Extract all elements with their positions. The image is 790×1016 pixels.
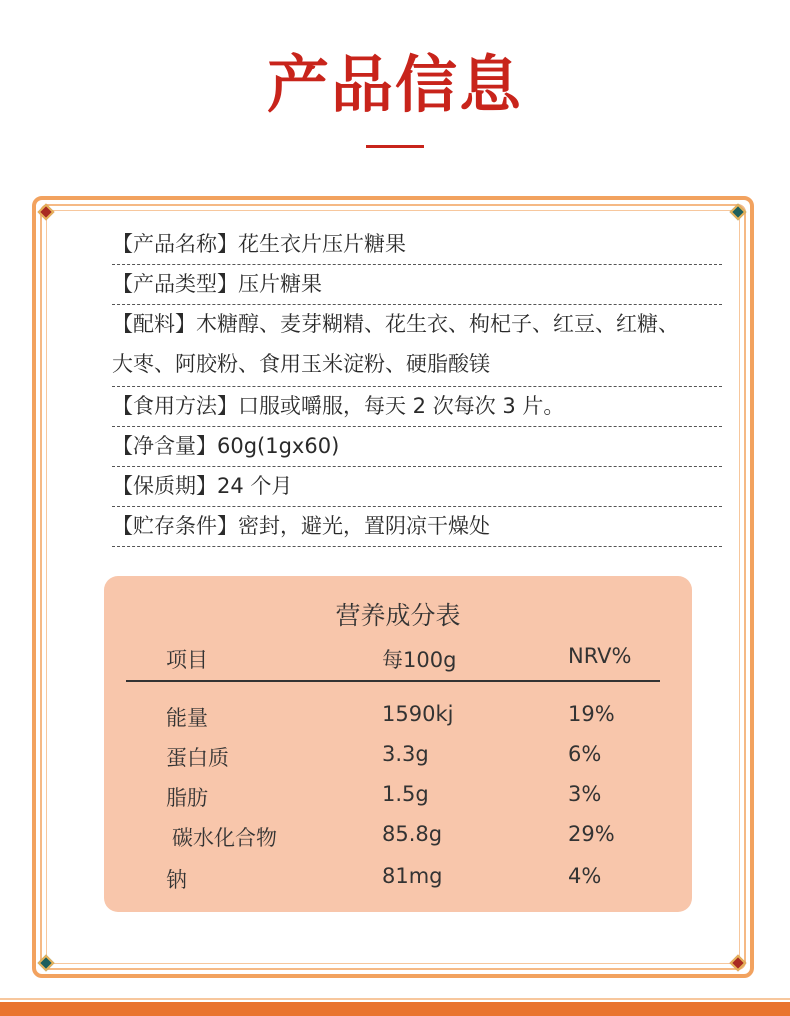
page-title: 产品信息 — [266, 48, 523, 121]
info-row-shelf-life — [112, 467, 722, 507]
nutrient-nrv: 3% — [568, 782, 602, 806]
nutrient-nrv: 4% — [568, 864, 602, 888]
info-label: 【配料】 — [112, 312, 196, 336]
header-item: 项目 — [166, 648, 208, 672]
info-value: 木糖醇、麦芽糊精、花生衣、枸杞子、红豆、红糖、 — [196, 312, 679, 336]
info-value: 60g(1gx60) — [217, 434, 340, 458]
nutrient-name: 蛋白质 — [166, 746, 229, 770]
nutrient-name: 能量 — [166, 706, 208, 730]
bottom-border-band — [0, 1002, 790, 1016]
info-label: 【产品类型】 — [112, 272, 238, 296]
nutrient-nrv: 6% — [568, 742, 602, 766]
info-label: 【净含量】 — [112, 434, 217, 458]
header-per-100g: 每100g — [382, 648, 457, 672]
info-row-type — [112, 265, 722, 305]
info-label: 【产品名称】 — [112, 232, 238, 256]
nutrient-nrv: 29% — [568, 822, 615, 846]
info-row-storage — [112, 507, 722, 547]
info-value: 花生衣片压片糖果 — [238, 232, 406, 256]
info-label: 【保质期】 — [112, 474, 217, 498]
info-value: 24 个月 — [217, 474, 293, 498]
nutrient-amount: 1590kj — [382, 702, 454, 726]
info-row-ingredients — [112, 305, 722, 345]
nutrient-amount: 3.3g — [382, 742, 429, 766]
info-label: 【贮存条件】 — [112, 514, 238, 538]
nutrition-header-rule — [126, 680, 660, 682]
nutrient-name: 钠 — [166, 868, 187, 892]
info-row-net-content — [112, 427, 722, 467]
info-value: 压片糖果 — [238, 272, 322, 296]
info-row-usage — [112, 387, 722, 427]
title-underline — [366, 145, 424, 148]
nutrient-name: 脂肪 — [166, 786, 208, 810]
nutrition-title: 营养成分表 — [335, 601, 461, 630]
nutrient-amount: 1.5g — [382, 782, 429, 806]
nutrient-amount: 85.8g — [382, 822, 443, 846]
nutrient-nrv: 19% — [568, 702, 615, 726]
nutrient-name: 碳水化合物 — [172, 826, 277, 850]
product-info-list — [112, 225, 722, 547]
info-value: 密封，避光，置阴凉干燥处 — [238, 514, 490, 538]
info-label: 【食用方法】 — [112, 394, 238, 418]
info-row-name — [112, 225, 722, 265]
nutrient-amount: 81mg — [382, 864, 443, 888]
info-value: 大枣、阿胶粉、食用玉米淀粉、硬脂酸镁 — [112, 352, 490, 376]
dashed-divider — [112, 546, 722, 547]
info-value: 口服或嚼服，每天 2 次每次 3 片。 — [238, 394, 565, 418]
info-row-ingredients-continued — [112, 345, 722, 387]
header-nrv: NRV% — [568, 644, 632, 668]
nutrition-facts-panel — [104, 576, 692, 912]
bottom-border-line — [0, 998, 790, 1000]
